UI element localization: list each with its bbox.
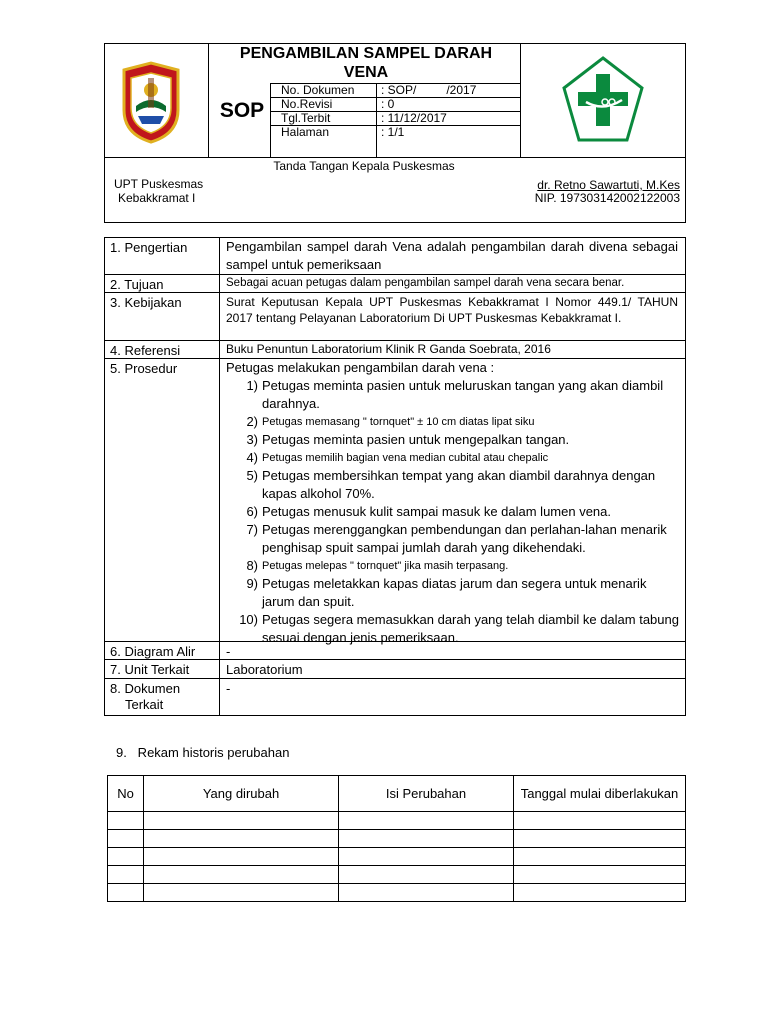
step-text: Petugas memasang " tornquet" ± 10 cm diatas lipat siku [262,416,535,428]
header-divider [104,157,686,158]
label-dokumen-line2: Terkait [125,697,164,712]
history-header-row [108,776,686,812]
header-vline-left [208,43,209,157]
issued-value: : 11/12/2017 [381,111,447,125]
issued-label: Tgl.Terbit [281,111,331,125]
history-row [108,884,686,902]
step-number: 7) [246,522,258,537]
step-text: Petugas merenggangkan pembendungan dan perlahan-lahan menarik penghisap spuit sampai jumlah darah yang dikehendaki. [262,522,667,555]
text-diagram: - [226,644,231,659]
puskesmas-logo-icon [562,56,644,142]
step-text: Petugas melepas " tornquet" jika masih terpasang. [262,560,509,572]
step-number: 1) [246,378,258,393]
text-kebijakan: Surat Keputusan Kepala UPT Puskesmas Kebakkramat I Nomor 449.1/ TAHUN 2017 tentang Pelayanan Laboratorium Di UPT Puskesmas Kebakkramat I. [226,295,678,325]
history-col-date: Tanggal mulai diberlakukan [514,776,686,812]
procedure-step [226,521,682,557]
history-heading: 9. Rekam historis perubahan [116,745,290,760]
step-number: 6) [246,504,258,519]
text-dokumen: - [226,681,231,696]
regional-emblem-icon [118,60,184,144]
step-text: Petugas meminta pasien untuk mengepalkan tangan. [262,432,570,447]
history-row [108,812,686,830]
procedure-step [226,575,682,611]
document-title: PENGAMBILAN SAMPEL DARAH VENA [239,45,493,81]
procedure-step [226,413,682,431]
text-unit: Laboratorium [226,662,303,677]
meta-vline-left [270,83,271,157]
step-text: Petugas meletakkan kapas diatas jarum dan segera untuk menarik jarum dan spuit. [262,576,647,609]
text-referensi: Buku Penuntun Laboratorium Klinik R Ganda Soebrata, 2016 [226,342,551,356]
history-col-content: Isi Perubahan [339,776,514,812]
head-name: dr. Retno Sawartuti, M.Kes [537,178,680,192]
label-pengertian: 1. Pengertian [110,240,188,255]
signature-caption: Tanda Tangan Kepala Puskesmas [273,159,455,173]
page-value: : 1/1 [381,125,405,139]
step-text: Petugas segera memasukkan darah yang telah diambil ke dalam tabung sesuai dengan jenis pemeriksaan. [262,612,679,645]
procedure-step [226,377,682,413]
procedure-step [226,503,682,521]
step-number: 10) [239,612,258,627]
text-pengertian: Pengambilan sampel darah Vena adalah pengambilan darah divena sebagai sampel untuk pemeriksaan [226,239,678,272]
revision-value: : 0 [381,97,395,111]
step-number: 2) [246,414,258,429]
procedure-list [226,377,682,647]
step-number: 5) [246,468,258,483]
institution-line1: UPT Puskesmas [114,177,204,191]
label-tujuan: 2. Tujuan [110,277,164,292]
step-text: Petugas menusuk kulit sampai masuk ke dalam lumen vena. [262,504,612,519]
procedure-step [226,449,682,467]
history-row [108,866,686,884]
procedure-step [226,431,682,449]
revision-label: No.Revisi [281,97,333,111]
procedure-step [226,467,682,503]
step-number: 3) [246,432,258,447]
procedure-step [226,611,682,647]
step-text: Petugas meminta pasien untuk meluruskan tangan yang akan diambil darahnya. [262,378,664,411]
label-diagram: 6. Diagram Alir [110,644,196,659]
history-col-changed: Yang dirubah [144,776,339,812]
procedure-step [226,557,682,575]
label-kebijakan: 3. Kebijakan [110,295,182,310]
step-number: 9) [246,576,258,591]
text-prosedur-intro: Petugas melakukan pengambilan darah vena : [226,360,495,375]
page-label: Halaman [281,125,330,139]
step-number: 8) [246,558,258,573]
label-referensi: 4. Referensi [110,343,181,358]
doc-no-value: : SOP/ /2017 [381,83,477,97]
step-text: Petugas membersihkan tempat yang akan diambil darahnya dengan kapas alkohol 70%. [262,468,656,501]
step-number: 4) [246,450,258,465]
institution-line2: Kebakkramat I [118,191,196,205]
header-vline-right [520,43,521,157]
history-col-no: No [108,776,144,812]
label-dokumen-line1: 8. Dokumen [110,681,181,696]
history-table [107,775,686,902]
history-row [108,848,686,866]
row-unit [104,660,686,679]
step-text: Petugas memilih bagian vena median cubital atau chepalic [262,452,549,464]
label-unit: 7. Unit Terkait [110,662,190,677]
text-tujuan: Sebagai acuan petugas dalam pengambilan sampel darah vena secara benar. [226,277,625,289]
sop-label: SOP [219,99,265,122]
meta-vline-mid [376,83,377,157]
history-row [108,830,686,848]
doc-no-label: No. Dokumen [281,83,355,97]
label-prosedur: 5. Prosedur [110,361,178,376]
head-nip: NIP. 197303142002122003 [534,191,680,205]
